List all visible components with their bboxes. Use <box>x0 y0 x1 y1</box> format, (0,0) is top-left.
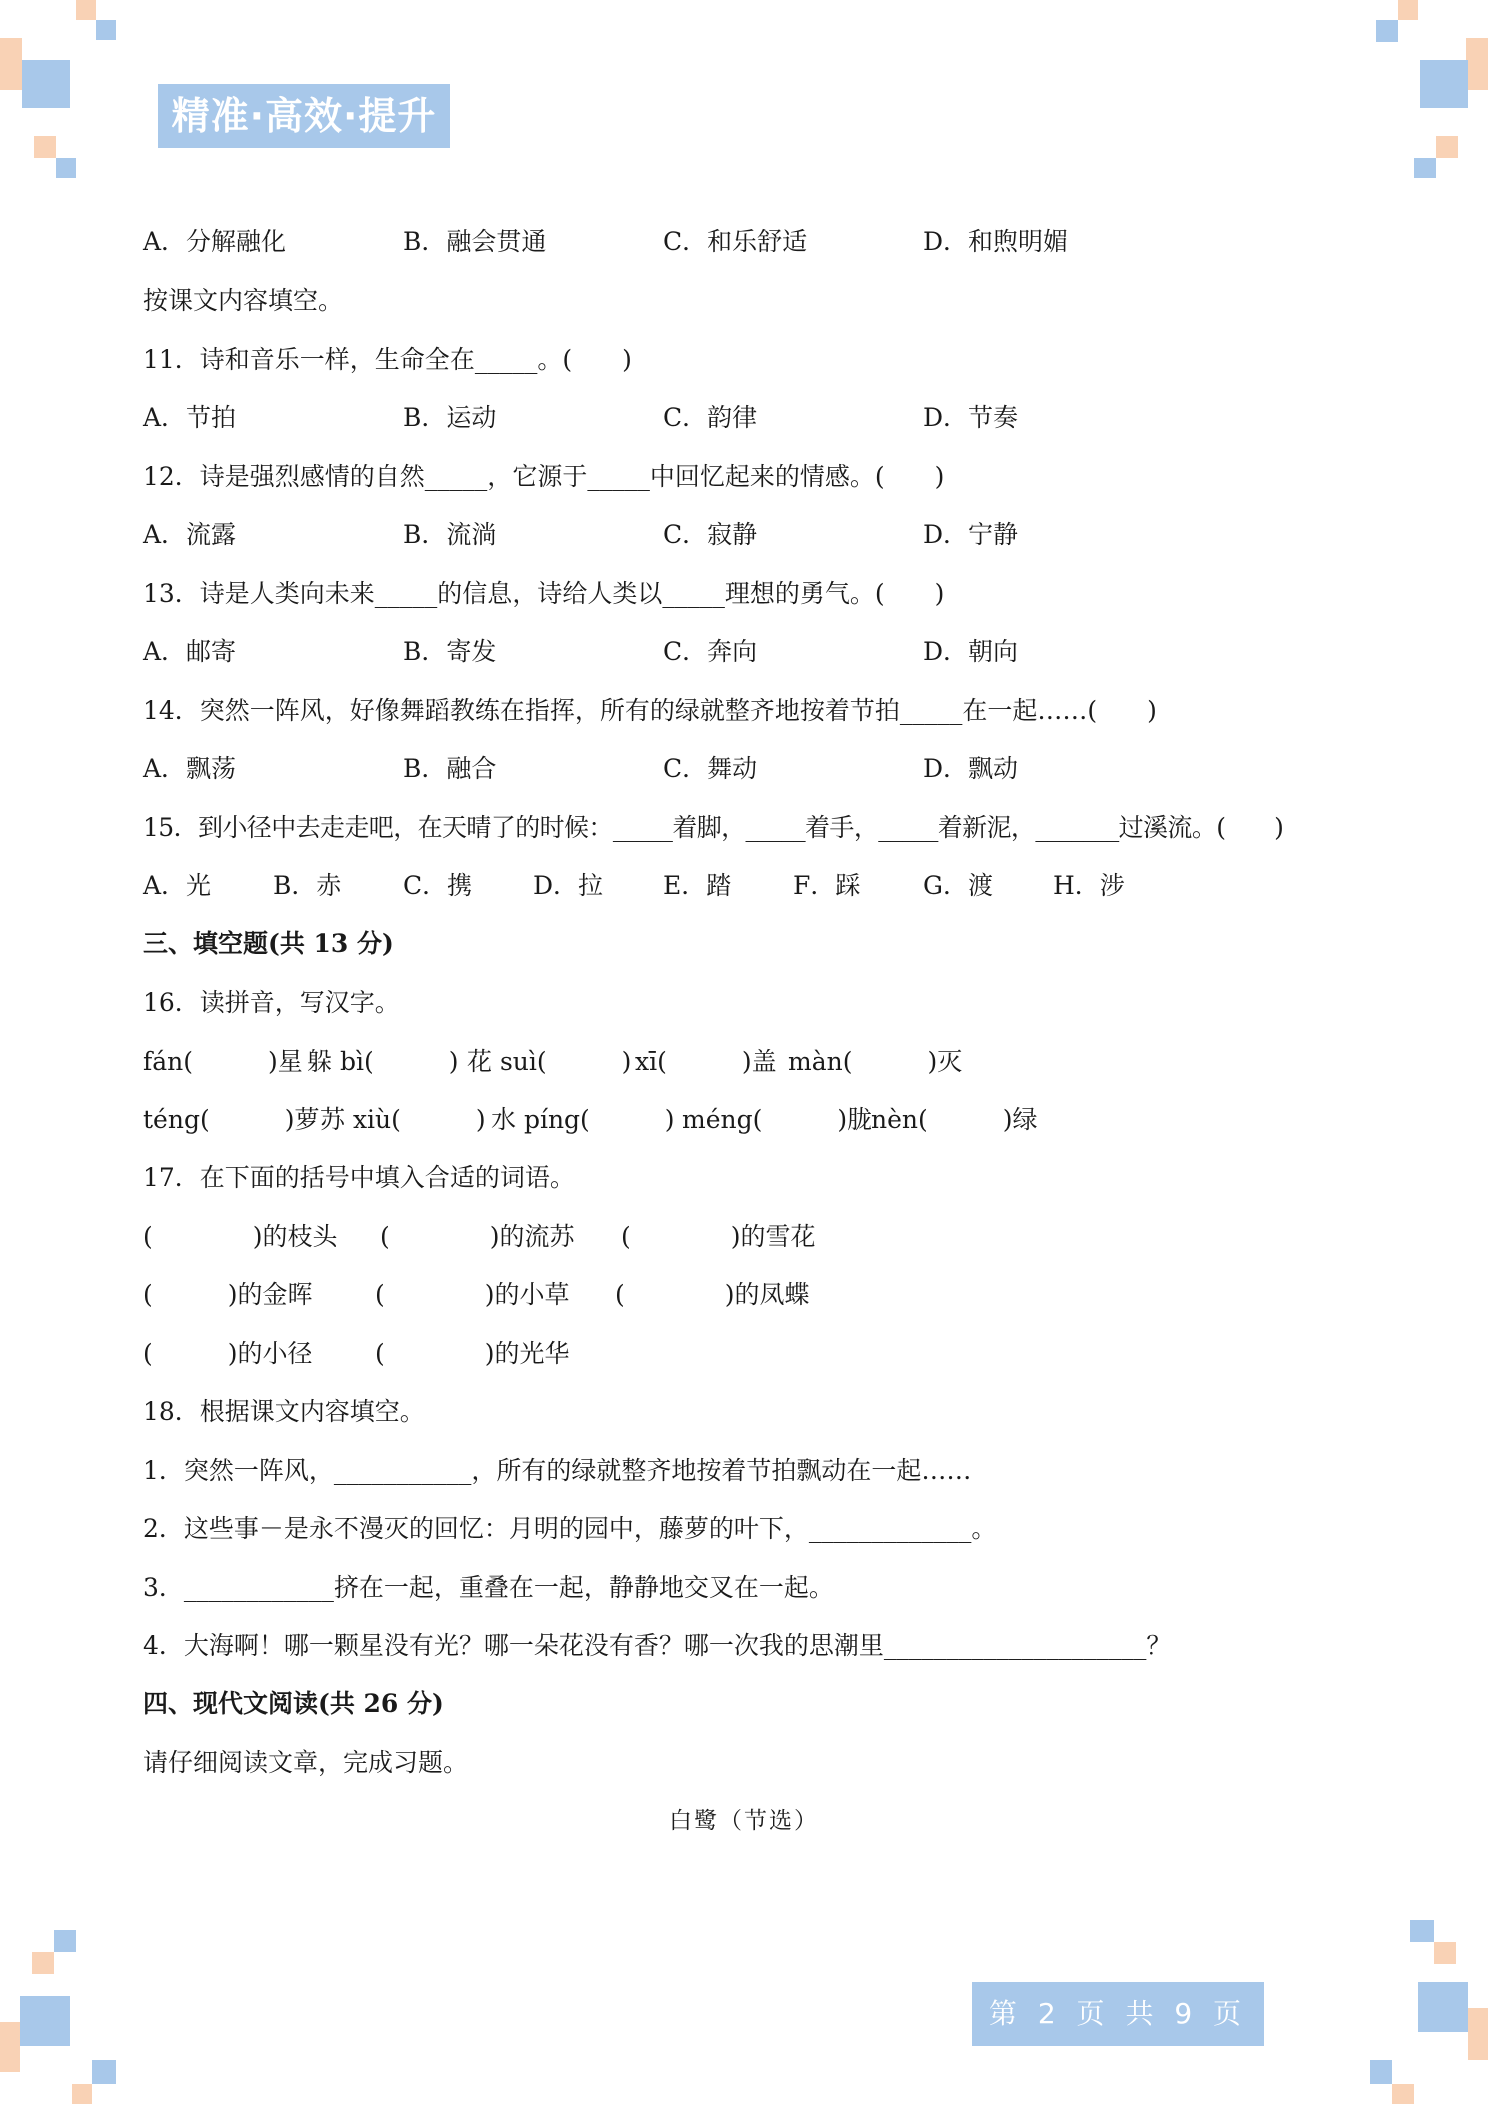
option: A．流露 <box>143 520 237 549</box>
instruction-text: 请仔细阅读文章，完成习题。 <box>143 1748 469 1777</box>
decor-square <box>1466 38 1488 90</box>
pinyin-blank: 水 píng( ) <box>491 1105 675 1134</box>
option: C．舞动 <box>663 754 758 783</box>
question-stem: 11．诗和音乐一样，生命全在_____。( ) <box>143 345 632 374</box>
word-blank: ( )的流苏 <box>380 1222 575 1251</box>
decor-square <box>20 1996 70 2046</box>
decor-square <box>1436 136 1458 158</box>
section-heading: 四、现代文阅读(共 26 分) <box>143 1689 444 1718</box>
word-blank: ( )的枝头 <box>143 1222 338 1251</box>
option: C．寂静 <box>663 520 758 549</box>
decor-square <box>76 0 96 20</box>
decor-square <box>1376 20 1398 42</box>
option: D．拉 <box>533 871 604 900</box>
option: B．赤 <box>273 871 342 900</box>
decor-square <box>56 158 76 178</box>
question-stem: 17．在下面的括号中填入合适的词语。 <box>143 1163 575 1192</box>
option: A．光 <box>143 871 212 900</box>
decor-square <box>1370 2060 1392 2084</box>
decor-square <box>1418 1982 1468 2032</box>
word-blank: ( )的金晖 <box>143 1280 313 1309</box>
decor-square <box>1420 60 1468 108</box>
pinyin-blank: xī( )盖 <box>635 1047 777 1076</box>
question-stem: 15．到小径中去走走吧，在天晴了的时候：_____着脚，_____着手，_____着新泥，_______过溪流。( ) <box>143 813 1284 842</box>
decor-square <box>96 20 116 40</box>
option: G．渡 <box>923 871 993 900</box>
option: A．飘荡 <box>143 754 237 783</box>
decor-square <box>72 2084 92 2104</box>
option: F．踩 <box>793 871 861 900</box>
option: H．涉 <box>1053 871 1125 900</box>
header-banner: 精准·高效·提升 <box>158 84 450 148</box>
pinyin-blank: méng( )胧 <box>682 1105 873 1134</box>
question-stem: 12．诗是强烈感情的自然_____，它源于_____中回忆起来的情感。( ) <box>143 462 945 491</box>
decor-square <box>1410 1920 1434 1942</box>
option: D．飘动 <box>923 754 1019 783</box>
decor-square <box>32 1952 54 1974</box>
option: B．寄发 <box>403 637 497 666</box>
word-blank: ( )的凤蝶 <box>615 1280 810 1309</box>
word-blank: ( )的光华 <box>375 1339 570 1368</box>
decor-square <box>54 1930 76 1952</box>
option: C．韵律 <box>663 403 758 432</box>
decor-square <box>1434 1942 1456 1964</box>
word-blank: ( )的小径 <box>143 1339 313 1368</box>
option: D．节奏 <box>923 403 1019 432</box>
option: A．分解融化 <box>143 227 287 256</box>
decor-square <box>0 38 22 90</box>
section-heading: 三、填空题(共 13 分) <box>143 929 394 958</box>
page-number: 第 2 页 共 9 页 <box>972 1982 1264 2046</box>
option: D．朝向 <box>923 637 1019 666</box>
decor-square <box>1468 2008 1488 2060</box>
pinyin-blank: téng( )萝 <box>143 1105 320 1134</box>
option: C．奔向 <box>663 637 758 666</box>
option: B．流淌 <box>403 520 497 549</box>
pinyin-blank: fán( )星 <box>143 1047 303 1076</box>
word-blank: ( )的小草 <box>375 1280 570 1309</box>
option: A．邮寄 <box>143 637 237 666</box>
question-stem: 18．根据课文内容填空。 <box>143 1397 425 1426</box>
decor-square <box>34 136 56 158</box>
article-title: 白鹭（节选） <box>669 1808 819 1834</box>
decor-square <box>92 2060 116 2084</box>
fill-item: 4．大海啊！哪一颗星没有光？哪一朵花没有香？哪一次我的思潮里_____________________？ <box>143 1631 1172 1660</box>
decor-square <box>1414 158 1436 178</box>
decor-square <box>1392 2084 1414 2104</box>
decor-square <box>1398 0 1418 20</box>
option: B．融会贯通 <box>403 227 547 256</box>
option: E．踏 <box>663 871 732 900</box>
pinyin-blank: 苏 xiù( ) <box>320 1105 486 1134</box>
fill-item: 2．这些事－是永不漫灭的回忆：月明的园中，藤萝的叶下，_____________。 <box>143 1514 997 1543</box>
question-stem: 13．诗是人类向未来_____的信息，诗给人类以_____理想的勇气。( ) <box>143 579 945 608</box>
pinyin-blank: 花 suì( ) <box>467 1047 632 1076</box>
instruction-text: 按课文内容填空。 <box>143 286 344 315</box>
pinyin-blank: 躲 bì( ) <box>307 1047 459 1076</box>
option: C．和乐舒适 <box>663 227 808 256</box>
fill-item: 1．突然一阵风，___________，所有的绿就整齐地按着节拍飘动在一起…… <box>143 1456 972 1485</box>
option: D．宁静 <box>923 520 1019 549</box>
question-stem: 14．突然一阵风，好像舞蹈教练在指挥，所有的绿就整齐地按着节拍_____在一起……( ) <box>143 696 1157 725</box>
pinyin-blank: nèn( )绿 <box>871 1105 1038 1134</box>
question-stem: 16．读拼音，写汉字。 <box>143 988 400 1017</box>
fill-item: 3．____________挤在一起，重叠在一起，静静地交叉在一起。 <box>143 1573 834 1602</box>
word-blank: ( )的雪花 <box>621 1222 816 1251</box>
decor-square <box>22 60 70 108</box>
option: A．节拍 <box>143 403 237 432</box>
decor-square <box>0 2022 20 2072</box>
option: B．运动 <box>403 403 497 432</box>
pinyin-blank: màn( )灭 <box>788 1047 963 1076</box>
option: C．携 <box>403 871 473 900</box>
option: D．和煦明媚 <box>923 227 1069 256</box>
option: B．融合 <box>403 754 497 783</box>
